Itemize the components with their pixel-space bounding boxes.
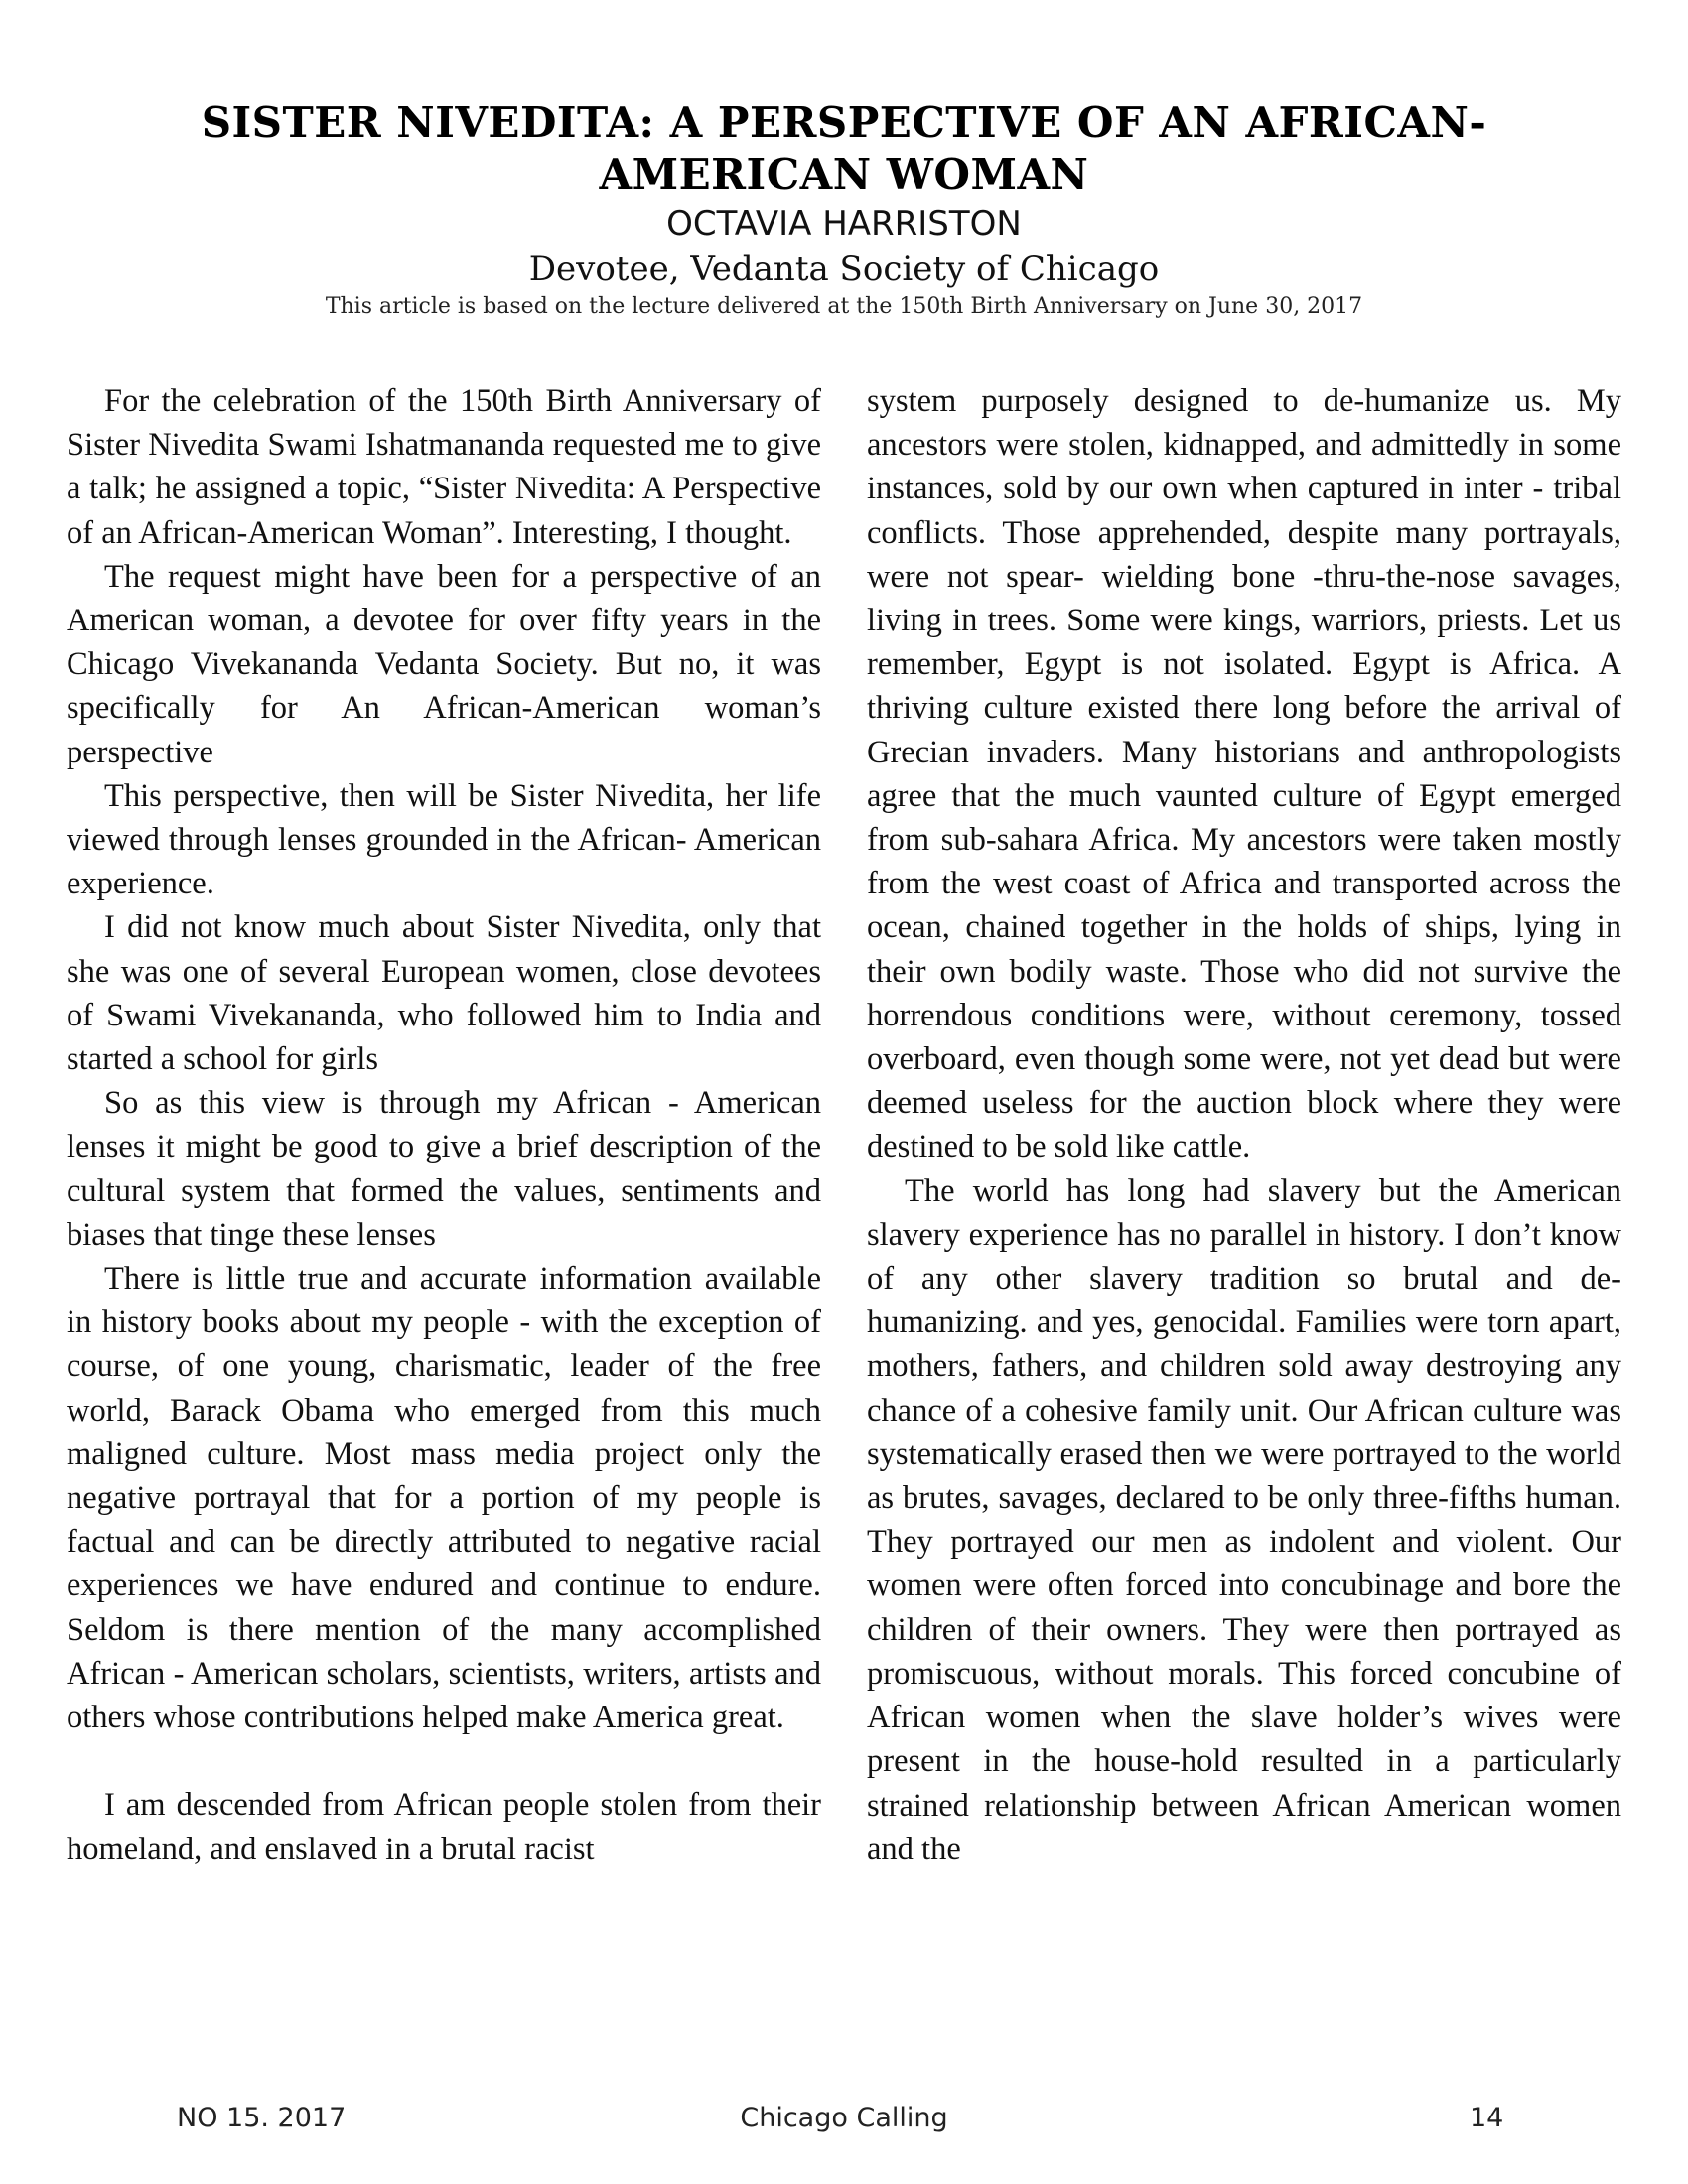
paragraph: This perspective, then will be Sister Nivedita, her life viewed through lenses grounded in the African- American experience. [67, 777, 821, 902]
paragraph: The request might have been for a perspective of an American woman, a devotee for over fifty years in the Chicago Vivekananda Vedanta Society. But no, it was specifically for An African-American woman’s perspective [67, 558, 821, 770]
author-name: OCTAVIA HARRISTON [666, 205, 1022, 244]
footer-issue: NO 15. 2017 [177, 2103, 347, 2133]
author-affiliation: Devotee, Vedanta Society of Chicago [528, 249, 1160, 289]
left-column [67, 379, 821, 1871]
paragraph: system purposely designed to de-humanize us. My ancestors were stolen, kidnapped, and admittedly in some instances, sold by our own when captured in inter - tribal conflicts. Those apprehended, despite many portrayals, were not spear- wielding bone -thru-the-nose savages, living in trees. Some were kings, warriors, priests. Let us remember, Egypt is not isolated. Egypt is Africa. A thriving culture existed there long before the arrival of Grecian invaders. Many historians and anthropologists agree that the much vaunted culture of Egypt emerged from sub-sahara Africa. My ancestors were taken mostly from the west coast of Africa and transported across the ocean, chained together in the holds of ships, lying in their own bodily waste. Those who did not survive the horrendous conditions were, without ceremony, tossed overboard, even though some were, not yet dead but were deemed useless for the auction block where they were destined to be sold like cattle. [867, 383, 1621, 1165]
article-header [0, 97, 1688, 322]
footer-page-number: 14 [1470, 2103, 1504, 2133]
paragraph: So as this view is through my African - American lenses it might be good to give a brief description of the cultural system that formed the values, sentiments and biases that tinge these lenses [67, 1085, 821, 1253]
footer-publication: Chicago Calling [740, 2103, 948, 2133]
paragraph: For the celebration of the 150th Birth Anniversary of Sister Nivedita Swami Ishatmananda requested me to give a talk; he assigned a topic, “Sister Nivedita: A Perspective of an African-American Woman”. Interesting, I thought. [67, 383, 821, 551]
paragraph: I am descended from African people stolen from their homeland, and enslaved in a brutal racist [67, 1787, 821, 1867]
article-title: SISTER NIVEDITA: A PERSPECTIVE OF AN AFRICAN-AMERICAN WOMAN [201, 98, 1487, 199]
page-footer [0, 2103, 1688, 2142]
paragraph: I did not know much about Sister Nivedita, only that she was one of several European women, close devotees of Swami Vivekananda, who followed him to India and started a school for girls [67, 909, 821, 1078]
right-column [867, 379, 1621, 1871]
paragraph: There is little true and accurate information available in history books about my people - with the exception of course, of one young, charismatic, leader of the free world, Barack Obama who emerged from this much maligned culture. Most mass media project only the negative portrayal that for a portion of my people is factual and can be directly attributed to negative racial experiences we have endured and continue to endure. Seldom is there mention of the many accomplished African - American scholars, scientists, writers, artists and others whose contributions helped make America great. [67, 1261, 821, 1736]
paragraph: The world has long had slavery but the American slavery experience has no parallel in history. I don’t know of any other slavery tradition so brutal and de-humanizing. and yes, genocidal. Families were torn apart, mothers, fathers, and children sold away destroying any chance of a cohesive family unit. Our African culture was systematically erased then we were portrayed to the world as brutes, savages, declared to be only three-fifths human. They portrayed our men as indolent and violent. Our women were often forced into concubinage and bore the children of their owners. They were then portrayed as promiscuous, without morals. This forced concubine of African women when the slave holder’s wives were present in the house-hold resulted in a particularly strained relationship between African American women and the [867, 1172, 1621, 1867]
article-note: This article is based on the lecture delivered at the 150th Birth Anniversary on June 30, 2017 [325, 294, 1363, 319]
